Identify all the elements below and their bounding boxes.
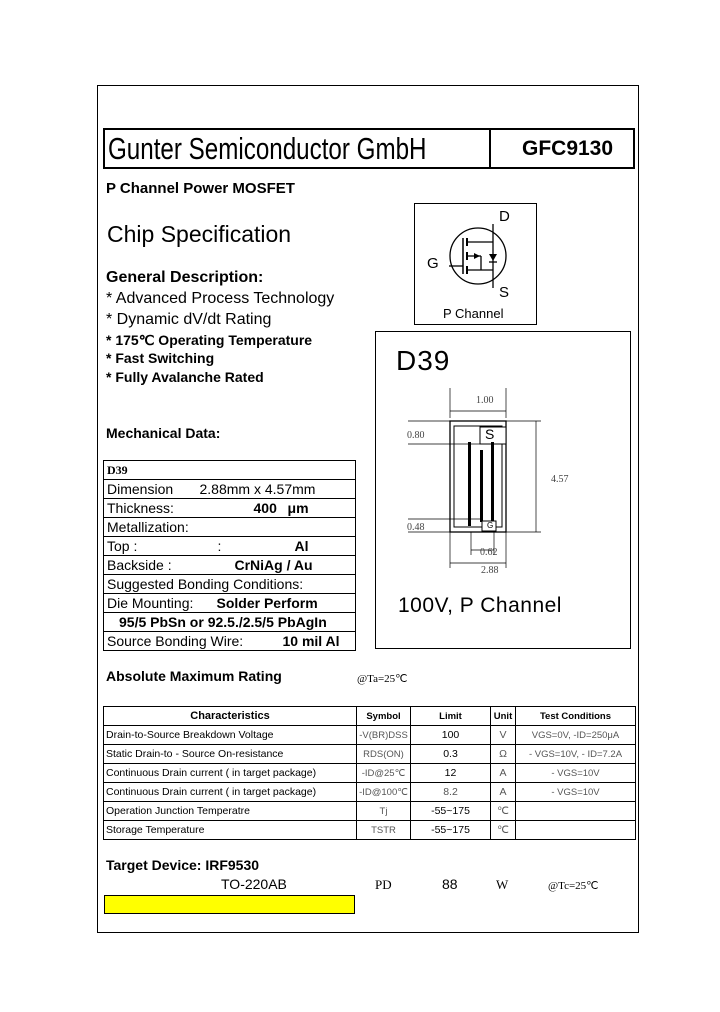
die-mount-label: Die Mounting: [107, 595, 194, 611]
symbol-caption: P Channel [443, 306, 504, 321]
pd-value: 88 [442, 876, 458, 892]
source-pad-label: S [485, 426, 495, 442]
doc-title: Chip Specification [107, 221, 292, 247]
backside-value: CrNiAg / Au [234, 557, 313, 573]
table-cell: V [491, 726, 516, 745]
backside-cell [104, 556, 356, 575]
mechanical-data-title: Mechanical Data: [106, 425, 221, 441]
table-row [104, 537, 356, 556]
top-label: Top : [107, 538, 138, 554]
table-cell: ℃ [491, 821, 516, 840]
table-cell: 0.3 [411, 745, 491, 764]
table-cell: -55~175 [411, 802, 491, 821]
table-row [104, 764, 636, 783]
drain-label: D [499, 208, 510, 225]
table-row [104, 556, 356, 575]
die-mount-cell [104, 594, 356, 613]
mech-header: D39 [104, 461, 356, 480]
general-description-title: General Description: [106, 269, 264, 286]
backside-label: Backside : [107, 557, 172, 573]
table-header-row [104, 707, 636, 726]
table-cell: -V(BR)DSS [357, 726, 411, 745]
die-caption: 100V, P Channel [398, 594, 562, 617]
title-divider [489, 130, 491, 167]
table-row [104, 518, 356, 537]
table-row [104, 480, 356, 499]
table-cell: Continuous Drain current ( in target package) [104, 764, 357, 783]
pd-unit: W [496, 877, 509, 892]
bonding-conditions-label: Suggested Bonding Conditions: [104, 575, 356, 594]
table-row [104, 726, 636, 745]
table-cell: 100 [411, 726, 491, 745]
absolute-max-condition: @Ta=25℃ [357, 673, 408, 685]
metallization-label: Metallization: [104, 518, 356, 537]
feature-item: * Fully Avalanche Rated [106, 369, 264, 385]
table-cell: -ID@100℃ [357, 783, 411, 802]
solder-value: 95/5 PbSn or 92.5./2.5/5 PbAgIn [104, 613, 356, 632]
dim-right: 4.57 [551, 474, 569, 485]
dim-left-top: 0.80 [407, 430, 425, 441]
absolute-max-title: Absolute Maximum Rating [106, 668, 282, 684]
table-row [104, 613, 356, 632]
company-name: Gunter Semiconductor GmbH [108, 131, 427, 166]
feature-item: * Fast Switching [106, 350, 215, 366]
dimension-cell [104, 480, 356, 499]
top-value: Al [294, 538, 309, 554]
thickness-unit: μm [287, 500, 309, 516]
dim-bottom-inner: 0.62 [480, 547, 498, 558]
col-header: Limit [411, 707, 491, 726]
table-row [104, 499, 356, 518]
table-cell: - VGS=10V [516, 783, 636, 802]
highlight-bar [104, 895, 355, 914]
thickness-label: Thickness: [107, 500, 174, 516]
table-cell: Tj [357, 802, 411, 821]
gate-label: G [427, 255, 439, 272]
source-wire-cell [104, 632, 356, 651]
table-cell: 12 [411, 764, 491, 783]
table-row [104, 821, 636, 840]
die-layout-drawing [376, 380, 630, 585]
col-header: Unit [491, 707, 516, 726]
table-cell: Operation Junction Temperatre [104, 802, 357, 821]
top-metal-cell [104, 537, 356, 556]
table-cell: Storage Temperature [104, 821, 357, 840]
absolute-max-table [103, 706, 636, 840]
table-row [104, 802, 636, 821]
table-row [104, 745, 636, 764]
table-cell: VGS=0V, -ID=250μA [516, 726, 636, 745]
thickness-cell [104, 499, 356, 518]
feature-item: * Dynamic dV/dt Rating [106, 311, 272, 328]
table-cell: -ID@25℃ [357, 764, 411, 783]
device-subtitle: P Channel Power MOSFET [106, 180, 295, 197]
dim-bottom-outer: 2.88 [481, 565, 499, 576]
top-colon: : [217, 538, 222, 554]
thickness-value: 400 [253, 500, 277, 516]
table-cell: 8.2 [411, 783, 491, 802]
table-row [104, 594, 356, 613]
table-row [104, 575, 356, 594]
table-row [104, 461, 356, 480]
source-wire-value: 10 mil Al [282, 633, 340, 649]
source-wire-label: Source Bonding Wire: [107, 633, 244, 649]
target-device-title: Target Device: IRF9530 [106, 857, 260, 873]
gate-pad-label: G [487, 521, 494, 530]
dimension-label: Dimension [107, 481, 174, 497]
table-cell: RDS(ON) [357, 745, 411, 764]
feature-item: * 175℃ Operating Temperature [106, 332, 313, 348]
feature-item: * Advanced Process Technology [106, 290, 335, 307]
col-header: Symbol [357, 707, 411, 726]
table-cell: A [491, 764, 516, 783]
table-cell: Continuous Drain current ( in target package) [104, 783, 357, 802]
pd-condition: @Tc=25℃ [548, 880, 599, 892]
mechanical-data-table [103, 460, 356, 651]
die-mount-value: Solder Perform [216, 595, 318, 611]
table-cell [516, 821, 636, 840]
dim-left-bottom: 0.48 [407, 522, 425, 533]
table-cell: -55~175 [411, 821, 491, 840]
source-label: S [499, 284, 510, 301]
table-cell: A [491, 783, 516, 802]
col-header: Test Conditions [516, 707, 636, 726]
die-name: D39 [396, 345, 451, 376]
table-cell: Ω [491, 745, 516, 764]
table-cell: - VGS=10V, - ID=7.2A [516, 745, 636, 764]
target-package: TO-220AB [221, 876, 287, 892]
table-cell: Drain-to-Source Breakdown Voltage [104, 726, 357, 745]
table-cell [516, 802, 636, 821]
part-number: GFC9130 [522, 137, 614, 160]
table-cell: - VGS=10V [516, 764, 636, 783]
table-cell: TSTR [357, 821, 411, 840]
col-header: Characteristics [104, 707, 357, 726]
table-row [104, 632, 356, 651]
table-cell: ℃ [491, 802, 516, 821]
dimension-value: 2.88mm x 4.57mm [199, 481, 316, 497]
table-row [104, 783, 636, 802]
pd-symbol: PD [375, 877, 392, 892]
dim-top: 1.00 [476, 395, 494, 406]
table-cell: Static Drain-to - Source On-resistance [104, 745, 357, 764]
